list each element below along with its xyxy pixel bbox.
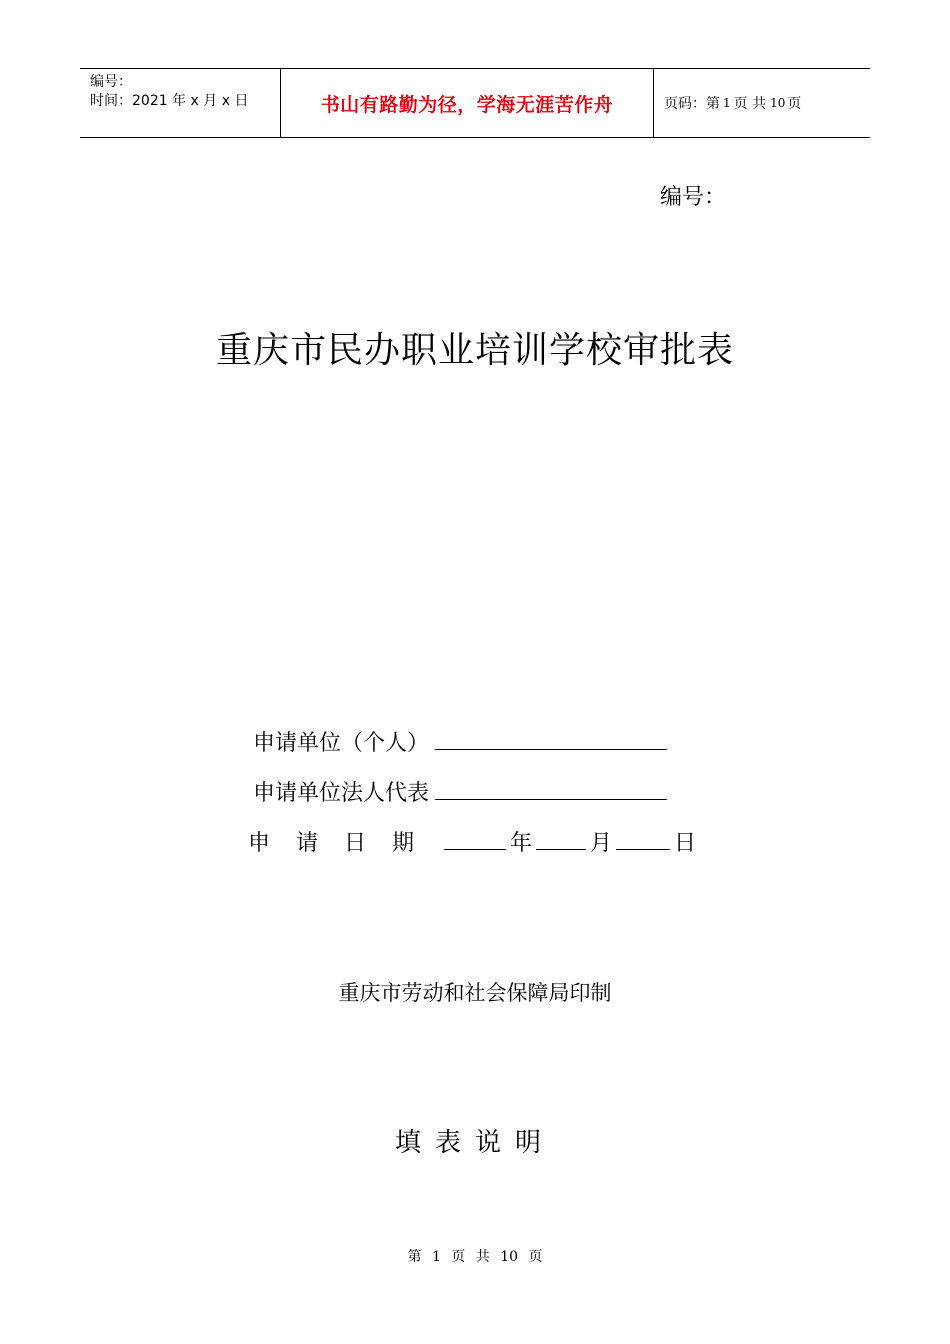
header-page-total: 10 <box>770 96 786 110</box>
document-title: 重庆市民办职业培训学校审批表 <box>215 330 734 371</box>
header-motto-cell <box>281 69 654 137</box>
header-table <box>80 68 870 138</box>
header-meta-cell <box>80 69 281 137</box>
legal-rep-field <box>253 776 671 807</box>
year-blank[interactable] <box>444 829 506 850</box>
date-field <box>248 826 696 857</box>
header-page-prefix: 页码：第 <box>664 96 720 112</box>
applicant-blank[interactable] <box>435 729 667 750</box>
header-page-current: 1 <box>723 96 731 110</box>
printer-note: 重庆市劳动和社会保障局印制 <box>338 981 612 1005</box>
header-page-mid: 页 共 <box>733 96 767 112</box>
header-time-label: 时间：2021 年 x 月 x 日 <box>90 93 249 109</box>
legal-rep-label: 申请单位法人代表 <box>253 781 430 806</box>
header-page-cell <box>654 69 870 137</box>
instructions-heading: 填表说明 <box>394 1128 555 1158</box>
date-label: 申请日期 <box>248 831 441 856</box>
header-motto: 书山有路勤为径，学海无涯苦作舟 <box>320 93 614 116</box>
year-label: 年 <box>510 831 533 856</box>
day-label: 日 <box>674 831 697 856</box>
legal-rep-blank[interactable] <box>435 779 667 800</box>
doc-number-label: 编号： <box>660 185 727 210</box>
header-page-suffix: 页 <box>787 96 802 112</box>
month-blank[interactable] <box>536 829 586 850</box>
applicant-label: 申请单位（个人） <box>253 731 430 756</box>
header-number-label: 编号： <box>90 74 132 90</box>
day-blank[interactable] <box>616 829 670 850</box>
applicant-field <box>253 726 671 757</box>
month-label: 月 <box>590 831 613 856</box>
page-footer: 第 1 页 共 10 页 <box>407 1249 543 1265</box>
